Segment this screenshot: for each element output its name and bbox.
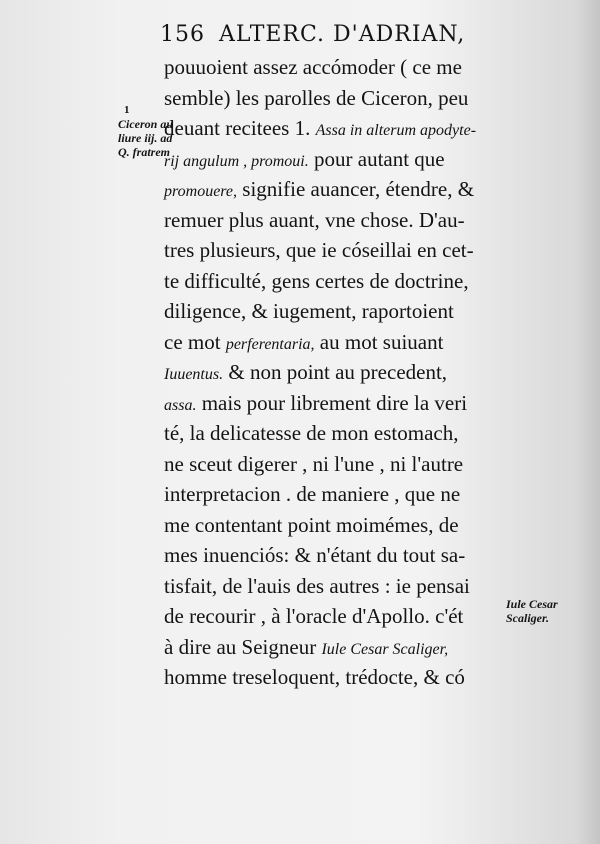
text-segment: té, la delicatesse de mon estomach, <box>164 421 459 445</box>
text-segment: mais pour librement dire la veri <box>196 390 468 415</box>
text-line <box>164 235 504 266</box>
margin-note-line: Scaliger. <box>506 611 550 625</box>
text-line <box>164 296 504 327</box>
text-segment: diligence, & iugement, raportoient <box>164 299 454 323</box>
text-line <box>164 144 504 175</box>
italic-segment: assa. <box>164 396 197 414</box>
text-line <box>164 479 504 510</box>
text-segment: te difficulté, gens certes de doctrine, <box>164 268 469 293</box>
text-segment: ce mot <box>164 329 226 354</box>
text-segment: pour autant que <box>308 146 445 171</box>
margin-note-right <box>506 597 586 625</box>
text-segment: tisfait, de l'auis des autres : ie pensai <box>164 573 470 598</box>
text-line <box>164 174 504 205</box>
text-segment: mes inuenciós: & n'étant du tout sa- <box>164 543 466 567</box>
italic-segment: perferentaria, <box>225 335 315 353</box>
text-segment: tres plusieurs, que ie cóseillai en cet- <box>164 238 474 262</box>
text-line <box>164 418 504 449</box>
text-segment: semble) les parolles de Ciceron, peu <box>164 85 469 110</box>
italic-segment: Iuuentus. <box>164 366 224 383</box>
text-line <box>164 388 504 419</box>
italic-segment: rij angulum , promoui. <box>164 152 309 170</box>
text-line <box>164 83 504 114</box>
text-line <box>164 571 504 602</box>
text-line <box>164 601 504 632</box>
text-line <box>164 327 504 358</box>
margin-note-line: Q. fratrem <box>118 145 170 159</box>
text-line <box>164 357 504 388</box>
text-line <box>164 632 504 663</box>
text-line <box>164 205 504 236</box>
text-segment: au mot suiuant <box>314 329 444 354</box>
text-segment: pouuoient assez accómoder ( ce me <box>164 55 462 79</box>
running-header <box>160 22 480 47</box>
running-title: ALTERC. D'ADRIAN, <box>219 22 466 47</box>
margin-note-line: Ciceron au <box>118 117 174 131</box>
italic-segment: promouere, <box>164 183 238 200</box>
text-segment: & non point au precedent, <box>223 360 448 384</box>
text-segment: signifie auancer, étendre, & <box>237 177 475 201</box>
text-segment: homme treseloquent, trédocte, & có <box>164 665 465 689</box>
text-line <box>164 113 504 144</box>
text-segment: me contentant point moimémes, de <box>164 512 459 537</box>
text-segment: ne sceut digerer , ni l'une , ni l'autre <box>164 451 464 476</box>
margin-note-line: Iule Cesar <box>506 597 558 611</box>
text-line <box>164 662 504 693</box>
text-line <box>164 540 504 571</box>
italic-segment: Iule Cesar Scaliger, <box>321 640 449 658</box>
main-text-block <box>164 52 504 693</box>
text-segment: interpretacion . de maniere , que ne <box>164 482 461 506</box>
page-number: 156 <box>160 22 205 47</box>
text-segment: deuant recitees 1. <box>164 116 316 140</box>
text-segment: de recourir , à l'oracle d'Apollo. c'ét <box>164 604 464 628</box>
text-line <box>164 510 504 541</box>
text-line <box>164 266 504 297</box>
text-line <box>164 449 504 480</box>
italic-segment: Assa in alterum apodyte- <box>315 122 477 139</box>
text-segment: à dire au Seigneur <box>164 634 322 659</box>
text-segment: remuer plus auant, vne chose. D'au- <box>164 207 465 232</box>
text-line <box>164 52 504 83</box>
margin-note-number: 1 <box>124 104 130 116</box>
margin-note-line: liure iij. ad <box>118 131 173 145</box>
